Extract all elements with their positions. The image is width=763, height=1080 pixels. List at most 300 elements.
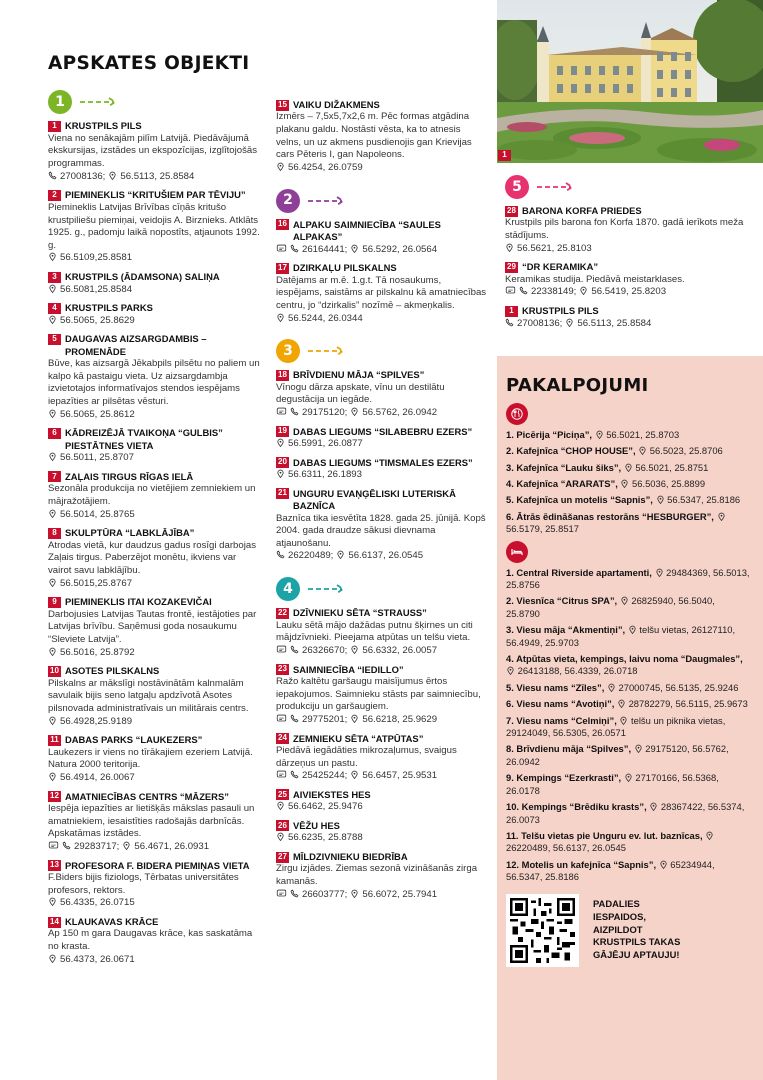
attraction-number: 11 <box>48 735 61 746</box>
food-list <box>506 429 751 536</box>
attraction-item <box>48 427 260 464</box>
attraction-contact <box>276 469 488 482</box>
attraction-heading <box>48 916 260 928</box>
service-name: 8. Brīvdienu māja “Spilves”, <box>506 743 632 755</box>
attraction-name: KRUSTPILS PILS <box>522 305 599 317</box>
attraction-name: VĒŽU HES <box>293 819 340 831</box>
attraction-number: 10 <box>48 666 61 677</box>
location-pin-icon <box>350 770 359 783</box>
attraction-description: Krustpils pils barona fon Korfa 1870. gadā ierīkots meža stādījums. <box>505 217 744 242</box>
reservation-icon <box>276 407 287 420</box>
attraction-contact <box>276 889 488 902</box>
attraction-heading <box>276 426 488 438</box>
service-name: 6. Viesu nams “Avotiņi”, <box>506 698 615 710</box>
phone-icon <box>290 244 299 257</box>
location-pin-icon <box>628 624 637 635</box>
attraction-name: PIEMINEKLIS “KRITUŠIEM PAR TĒVIJU” <box>65 189 246 201</box>
attraction-number: 6 <box>48 428 61 439</box>
location-pin-icon <box>624 772 633 783</box>
food-place-item <box>506 478 751 490</box>
survey-qr-code[interactable] <box>506 894 579 967</box>
attraction-heading <box>276 488 488 513</box>
attraction-contact <box>505 286 753 299</box>
attraction-item <box>48 333 260 421</box>
attraction-description: F.Biders bijis fiziologs, Tērbatas universitātes profesors, rektors. <box>48 872 239 896</box>
location-pin-icon <box>276 469 285 482</box>
attraction-heading <box>48 791 260 803</box>
reservation-icon <box>276 714 287 727</box>
phone-number[interactable]: 26603777; <box>302 888 348 900</box>
attraction-heading <box>276 369 488 381</box>
attraction-name: BRĪVDIENU MĀJA “SPILVES” <box>293 369 425 381</box>
attraction-number: 5 <box>48 334 61 345</box>
photo-label: 1 <box>498 150 511 161</box>
attraction-name: KRUSTPILS (ĀDAMSONA) SALIŅA <box>65 271 220 283</box>
attraction-contact <box>48 841 260 854</box>
location-pin-icon <box>619 715 628 726</box>
location-pin-icon <box>634 743 643 754</box>
attraction-heading <box>505 205 753 217</box>
attraction-contact <box>276 438 488 451</box>
location-pin-icon <box>336 550 345 563</box>
services-title: PAKALPOJUMI <box>506 375 649 396</box>
attraction-item <box>276 733 488 783</box>
arrow-right-icon <box>78 97 120 107</box>
attraction-number: 12 <box>48 791 61 802</box>
reservation-icon <box>276 770 287 783</box>
attraction-name: ZEMNIEKU SĒTA “ATPŪTAS” <box>293 732 424 744</box>
col2c-list <box>276 369 488 563</box>
location-pin-icon <box>638 445 647 456</box>
arrow-right-icon <box>306 584 348 594</box>
lodging-item <box>506 595 751 620</box>
lodging-item <box>506 698 751 710</box>
phone-number[interactable]: 26326670; <box>302 644 348 656</box>
attraction-heading <box>505 305 753 317</box>
attraction-item <box>505 305 753 330</box>
location-pin-icon <box>48 452 57 465</box>
attraction-description: Datējams ar m.ē. 1.g.t. Tā nosaukums, iespējams, saistāms ar pilskalnu kā amatniecības centru, jo “dzirkalis” nozīmē – akmeņkalis. <box>276 274 487 311</box>
attraction-item <box>48 791 260 854</box>
location-pin-icon <box>617 698 626 709</box>
col2b-list <box>276 219 488 326</box>
attraction-name: KRUSTPILS PARKS <box>65 302 153 314</box>
attraction-name: ASOTES PILSKALNS <box>65 665 160 677</box>
attraction-item <box>505 261 753 299</box>
service-detail: 26825940, 56.5040, 25.8790 <box>506 595 715 619</box>
attraction-heading <box>48 734 260 746</box>
location-pin-icon <box>607 682 616 693</box>
arrow-right-icon <box>535 182 577 192</box>
gps-coordinates: 56.5109,25.8581 <box>60 252 133 264</box>
lodging-item <box>506 859 751 884</box>
attraction-heading <box>276 664 488 676</box>
lodging-list <box>506 567 751 884</box>
attraction-item <box>276 789 488 814</box>
attraction-description: Baznīca tika iesvētīta 1828. gada 25. jūnijā. Kopš 2004. gada draudze sākusi dievnama atjaunošanu. <box>276 512 486 549</box>
group-1-header <box>48 90 260 114</box>
attraction-name: UNGURU EVAŅĢĒLISKI LUTERISKĀ BAZNĪCA <box>293 487 456 512</box>
attraction-name: DABAS LIEGUMS “TIMSMALES EZERS” <box>293 456 473 468</box>
phone-icon <box>48 171 57 184</box>
attraction-item <box>48 527 260 590</box>
service-detail: 56.5036, 25.8899 <box>632 477 706 489</box>
location-pin-icon <box>350 645 359 658</box>
service-name: 5. Kafejnīca un motelis “Sapnis”, <box>506 494 653 506</box>
attraction-number: 18 <box>276 370 289 381</box>
location-pin-icon <box>350 407 359 420</box>
attraction-heading <box>276 820 488 832</box>
attraction-item <box>276 457 488 482</box>
gps-coordinates: 56.5419, 25.8203 <box>591 286 667 298</box>
attraction-description: Pilskalns ar mākslīgi nostāvinātām kalnmalām savulaik bijis seno latgaļu apdzīvotā Asotes pilsnovada administratīvais un militārais centrs. <box>48 677 249 714</box>
services-panel <box>497 356 763 1080</box>
location-pin-icon <box>48 509 57 522</box>
attraction-name: DZĪVNIEKU SĒTA “STRAUSS” <box>293 607 427 619</box>
attraction-contact <box>48 578 260 591</box>
food-place-item <box>506 445 751 457</box>
service-name: 2. Viesnīca “Citrus SPA”, <box>506 595 618 607</box>
attraction-contact <box>276 645 488 658</box>
attraction-contact <box>48 716 260 729</box>
attraction-contact <box>276 550 488 563</box>
service-detail: 56.5347, 25.8186 <box>667 494 741 506</box>
reservation-icon <box>276 244 287 257</box>
attraction-number: 3 <box>48 272 61 283</box>
lodging-item <box>506 830 751 855</box>
attraction-number: 13 <box>48 860 61 871</box>
attraction-name: DZIRKAĻU PILSKALNS <box>293 262 397 274</box>
attraction-contact <box>276 770 488 783</box>
service-name: 1. Picērija “Piciņa”, <box>506 428 592 440</box>
attraction-name: KĀDREIZĒJĀ TVAIKOŅA “GULBIS” PIESTĀTNES VIETA <box>65 427 223 451</box>
attraction-number: 27 <box>276 852 289 863</box>
phone-icon <box>290 407 299 420</box>
gps-coordinates: 56.4254, 26.0759 <box>288 162 363 174</box>
service-detail: telšu un piknika vietas, 29124049, 56.5305, 26.0571 <box>506 714 726 739</box>
attraction-item <box>505 205 753 255</box>
attraction-number: 16 <box>276 219 289 230</box>
gps-coordinates: 56.6137, 26.0545 <box>348 550 424 562</box>
group-1-badge: 1 <box>48 90 72 114</box>
gps-coordinates: 56.6235, 25.8788 <box>288 832 363 844</box>
location-pin-icon <box>122 841 131 854</box>
service-detail: 56.5023, 25.8706 <box>649 445 723 457</box>
attraction-number: 21 <box>276 488 289 499</box>
food-place-item <box>506 511 751 536</box>
attraction-name: AMATNIECĪBAS CENTRS “MĀZERS” <box>65 790 229 802</box>
column-3 <box>497 175 763 330</box>
location-pin-icon <box>579 286 588 299</box>
attraction-contact <box>276 801 488 814</box>
location-pin-icon <box>350 244 359 257</box>
service-name: 10. Kempings “Brēdiku krasts”, <box>506 801 647 813</box>
gps-coordinates: 56.4373, 26.0671 <box>60 953 135 965</box>
lodging-item <box>506 682 751 694</box>
attraction-contact <box>48 252 260 265</box>
gps-coordinates: 56.4335, 26.0715 <box>60 897 135 909</box>
attraction-contact <box>48 954 260 967</box>
attraction-heading <box>48 665 260 677</box>
attraction-number: 2 <box>48 190 61 201</box>
gps-coordinates: 56.5113, 25.8584 <box>577 317 652 329</box>
phone-number[interactable]: 27008136; <box>517 317 563 329</box>
attraction-item <box>48 189 260 265</box>
phone-number[interactable]: 27008136; <box>60 170 106 182</box>
location-pin-icon <box>48 578 57 591</box>
location-pin-icon <box>505 243 514 256</box>
lodging-item <box>506 743 751 768</box>
service-detail: 28367422, 56.5374, 26.0073 <box>506 801 745 825</box>
location-pin-icon <box>350 714 359 727</box>
gps-coordinates: 56.5016, 25.8792 <box>60 646 135 658</box>
group-3-badge: 3 <box>276 339 300 363</box>
group-2-header <box>276 189 488 213</box>
attraction-contact <box>276 407 488 420</box>
group-5-header <box>505 175 753 199</box>
location-pin-icon <box>108 171 117 184</box>
service-name: 12. Motelis un kafejnīca “Sapnis”, <box>506 858 657 870</box>
attraction-contact <box>48 897 260 910</box>
service-name: 3. Kafejnīca “Lauku šiks”, <box>506 461 622 473</box>
attraction-heading <box>48 302 260 314</box>
attraction-name: DABAS LIEGUMS “SILABEBRU EZERS” <box>293 425 473 437</box>
attraction-number: 1 <box>48 121 61 132</box>
attraction-heading <box>276 262 488 274</box>
attraction-number: 24 <box>276 733 289 744</box>
attraction-contact <box>276 832 488 845</box>
attraction-description: Ap 150 m gara Daugavas krāce, kas saskatāma no krasta. <box>48 928 253 953</box>
location-pin-icon <box>350 889 359 902</box>
service-name: 1. Central Riverside apartamenti, <box>506 566 652 578</box>
phone-icon <box>290 645 299 658</box>
attraction-number: 14 <box>48 917 61 928</box>
service-detail: 56.5021, 25.8751 <box>635 461 709 473</box>
attraction-contact <box>276 313 488 326</box>
location-pin-icon <box>649 801 658 812</box>
reservation-icon <box>505 286 516 299</box>
attraction-contact <box>505 318 753 331</box>
phone-number[interactable]: 26164441; <box>302 243 348 255</box>
group-4-header <box>276 577 488 601</box>
attraction-number: 23 <box>276 664 289 675</box>
attraction-heading <box>48 120 260 132</box>
gps-coordinates: 56.5991, 26.0877 <box>288 437 363 449</box>
food-place-item <box>506 462 751 474</box>
attraction-item <box>48 120 260 183</box>
attraction-heading <box>48 427 260 452</box>
attraction-contact <box>48 509 260 522</box>
attraction-heading <box>505 261 753 273</box>
attraction-item <box>48 271 260 296</box>
gps-coordinates: 56.6457, 25.9531 <box>362 770 438 782</box>
gps-coordinates: 56.6462, 25.9476 <box>288 801 363 813</box>
location-pin-icon <box>705 830 714 841</box>
attraction-description: Atrodas vietā, kur daudzus gadus rosīgi darbojas Zaļais tirgus. Paberzējot monētu, ikviens var vairot savu labklājību. <box>48 539 256 576</box>
service-detail: 56.5179, 25.8517 <box>506 523 579 535</box>
service-name: 4. Kafejnīca “ARARATS”, <box>506 477 618 489</box>
attraction-heading <box>48 271 260 283</box>
attraction-heading <box>48 189 260 201</box>
attraction-description: Piedāvā iegādāties mikrozaļumus, svaigus dārzeņus un pastu. <box>276 744 457 769</box>
location-pin-icon <box>624 462 633 473</box>
krustpils-castle-photo <box>497 0 763 163</box>
attraction-contact <box>48 315 260 328</box>
service-detail: 26220489, 56.6137, 26.0545 <box>506 842 626 854</box>
attraction-item <box>48 471 260 521</box>
phone-icon <box>290 714 299 727</box>
location-pin-icon <box>48 409 57 422</box>
attraction-item <box>48 302 260 327</box>
attraction-description: Būve, kas aizsargā Jēkabpils pilsētu no paliem un kalpo kā pastaigu vieta. Uz aizsargdambja izvietotajos informatīvajos stendos iespējams iepazīties ar pilsētas vēsturi. <box>48 358 260 408</box>
attraction-contact <box>48 409 260 422</box>
group-2-badge: 2 <box>276 189 300 213</box>
location-pin-icon <box>48 954 57 967</box>
service-detail: 28782279, 56.5115, 25.9673 <box>628 698 748 710</box>
attraction-description: Ražo kaltētu garšaugu maisījumus ērtos iepakojumos. Saimnieku stāsts par saimniecību, produkciju un garšaugiem. <box>276 675 481 713</box>
location-pin-icon <box>276 313 285 326</box>
attraction-heading <box>48 471 260 483</box>
attraction-description: Lauku sētā mājo dažādas putnu šķirnes un citi mājdzīvnieki. Pieejama atpūtas un telšu vieta. <box>276 619 473 644</box>
attraction-heading <box>48 333 260 358</box>
service-name: 2. Kafejnīca “CHOP HOUSE”, <box>506 445 636 457</box>
attraction-heading <box>276 733 488 745</box>
reservation-icon <box>276 889 287 902</box>
attraction-name: PIEMINEKLIS ITAI KOZAKEVIČAI <box>65 596 212 608</box>
gps-coordinates: 56.5065, 25.8612 <box>60 408 135 420</box>
lodging-item <box>506 715 751 740</box>
service-name: 7. Viesu nams “Celmiņi”, <box>506 714 617 726</box>
attraction-contact <box>48 171 260 184</box>
service-name: 9. Kempings “Ezerkrasti”, <box>506 772 622 784</box>
service-detail: telšu vietas, 26127110, 56.4949, 25.9703 <box>506 624 736 648</box>
attraction-name: DABAS PARKS “LAUKEZERS” <box>65 734 203 746</box>
phone-number[interactable]: 29175120; <box>302 406 348 418</box>
location-pin-icon <box>506 665 515 676</box>
attraction-contact <box>48 452 260 465</box>
arrow-right-icon <box>306 196 348 206</box>
column-2 <box>276 0 488 901</box>
gps-coordinates: 56.6218, 25.9629 <box>362 713 438 725</box>
attraction-name: ZAĻAIS TIRGUS RĪGAS IELĀ <box>65 470 194 482</box>
location-pin-icon <box>48 252 57 265</box>
attraction-item <box>48 860 260 910</box>
attraction-item <box>276 426 488 451</box>
location-pin-icon <box>276 162 285 175</box>
attraction-heading <box>276 607 488 619</box>
attraction-item <box>276 262 488 325</box>
phone-number[interactable]: 29283717; <box>74 841 120 853</box>
attraction-name: BARONA KORFA PRIEDES <box>522 205 642 216</box>
attraction-item <box>276 99 488 175</box>
attraction-description: Keramikas studija. Piedāvā meistarklases. <box>505 273 685 285</box>
attraction-item <box>276 851 488 901</box>
location-pin-icon <box>48 772 57 785</box>
attraction-name: KLAUKAVAS KRĀCE <box>65 916 159 928</box>
service-name: 4. Atpūtas vieta, kempings, laivu noma “Daugmales”, <box>506 653 743 665</box>
attraction-name: AIVIEKSTES HES <box>293 788 371 800</box>
food-place-item <box>506 494 751 506</box>
attraction-item <box>276 219 488 256</box>
gps-coordinates: 56.6072, 25.7941 <box>362 888 438 900</box>
attraction-item <box>276 369 488 419</box>
gps-coordinates: 56.5011, 25.8707 <box>60 452 134 464</box>
restaurant-icon <box>506 403 528 425</box>
attraction-number: 28 <box>505 206 518 217</box>
location-pin-icon <box>717 511 726 522</box>
attraction-heading <box>48 596 260 608</box>
phone-number[interactable]: 29775201; <box>302 713 348 725</box>
attraction-heading <box>276 851 488 863</box>
attraction-description: Viena no senākajām pilīm Latvijā. Piedāvājumā ekskursijas, izstādes un ekspozīcijas, izglītojošās programmas. <box>48 132 258 170</box>
gps-coordinates: 56.5081,25.8584 <box>60 283 133 295</box>
bed-icon <box>506 541 528 563</box>
attraction-name: PROFESORA F. BIDERA PIEMIŅAS VIETA <box>65 859 250 871</box>
location-pin-icon <box>620 595 629 606</box>
attraction-contact <box>276 244 488 257</box>
gps-coordinates: 56.5065, 25.8629 <box>60 314 135 326</box>
location-pin-icon <box>565 318 574 331</box>
lodging-item <box>506 567 751 592</box>
attraction-description: Zirgu izjādes. Ziemas sezonā vizināšanās zirga kamanās. <box>276 863 478 888</box>
attraction-description: Laukezers ir viens no tīrākajiem ezeriem Latvijā. Natura 2000 teritorija. <box>48 746 253 771</box>
attraction-contact <box>48 772 260 785</box>
attraction-name: ALPAKU SAIMNIECĪBA “SAULES ALPAKAS” <box>293 218 441 243</box>
group-5-badge: 5 <box>505 175 529 199</box>
service-detail: 27000745, 56.5135, 25.9246 <box>618 681 739 693</box>
attraction-description: Izmērs – 7,5x5,7x2,6 m. Pēc formas atgādina plakanu galdu. Nostāsti vēsta, ka to atnesis velns, un uz akmens pusdienojis gan Krievijas cars Pēteris I, gan Napoleons. <box>276 111 472 161</box>
group-3-header <box>276 339 488 363</box>
location-pin-icon <box>659 859 668 870</box>
survey-block <box>506 894 751 967</box>
phone-number[interactable]: 26220489; <box>288 550 334 562</box>
survey-text: PADALIES IESPAIDOS, AIZPILDOT KRUSTPILS TAKAS GĀJĒJU APTAUJU! <box>593 898 681 961</box>
gps-coordinates: 56.6332, 26.0057 <box>362 644 438 656</box>
reservation-icon <box>48 841 59 854</box>
phone-number[interactable]: 25425244; <box>302 770 348 782</box>
gps-coordinates: 56.5113, 25.8584 <box>120 170 195 182</box>
attraction-name: VAIKU DIŽAKMENS <box>293 99 380 110</box>
attraction-description: Sezonāla produkcija no vietējiem zemniekiem un mājražotājiem. <box>48 483 256 507</box>
attraction-number: 4 <box>48 303 61 314</box>
page-title: APSKATES OBJEKTI <box>48 53 250 74</box>
attraction-name: DAUGAVAS AIZSARGDAMBIS – PROMENĀDE <box>65 333 207 357</box>
attraction-description: Darbojusies Latvijas Tautas frontē, iestājoties par Latvijas brīvību. Saņēmusi goda nosaukumu “Sleviete Latvija”. <box>48 608 257 645</box>
gps-coordinates: 56.5621, 25.8103 <box>517 242 592 254</box>
location-pin-icon <box>656 494 665 505</box>
service-detail: 29484369, 56.5013, 25.8756 <box>506 566 750 590</box>
attraction-number: 9 <box>48 597 61 608</box>
attraction-item <box>276 607 488 657</box>
service-name: 5. Viesu nams “Zīles”, <box>506 681 605 693</box>
attraction-number: 26 <box>276 820 289 831</box>
phone-number[interactable]: 22338149; <box>531 286 577 298</box>
lodging-item <box>506 624 751 649</box>
attraction-description: Vīnogu dārza apskate, vīnu un destilātu degustācija un iegāde. <box>276 381 445 406</box>
attraction-name: MĪLDZIVNIEKU BIEDRĪBA <box>293 851 408 863</box>
location-pin-icon <box>48 897 57 910</box>
phone-icon <box>519 286 528 299</box>
phone-icon <box>290 770 299 783</box>
attraction-item <box>48 916 260 966</box>
attraction-heading <box>48 527 260 539</box>
attraction-description: Piemineklis Latvijas Brīvības cīņās kritušo krustpiliešu piemiņai, veidojis A. Birznieks. Atklāts 1925. g., padomju laikā nopostīts, atjaunots 1992. g. <box>48 201 260 251</box>
service-detail: 26413188, 56.4339, 26.0718 <box>517 665 638 677</box>
column-1 <box>48 0 260 966</box>
location-pin-icon <box>48 716 57 729</box>
service-name: 11. Telšu vietas pie Unguru ev. lut. baznīcas, <box>506 829 703 841</box>
lodging-item <box>506 653 751 678</box>
